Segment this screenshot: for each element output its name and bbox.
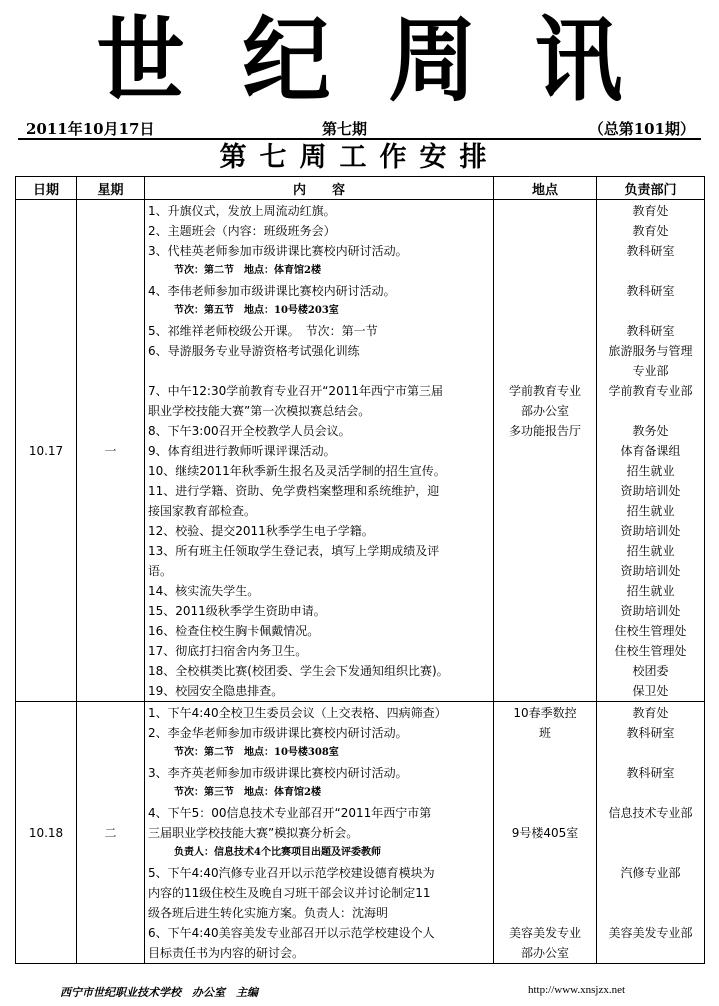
location-line: 班	[538, 726, 551, 740]
content-line: 8、下午3:00召开全校教学人员会议。	[148, 424, 351, 438]
location-line	[494, 743, 596, 763]
location-line	[494, 201, 596, 221]
location-line	[494, 221, 596, 241]
department-line: 教科研室	[626, 726, 675, 740]
department-line: 资助培训处	[620, 524, 681, 538]
issue-number: 第七期	[322, 120, 368, 138]
location-line	[494, 341, 596, 361]
footer-editor: 西宁市世纪职业技术学校 办公室 主编	[60, 986, 258, 999]
content-line: 级各班后进生转化实施方案。负责人：沈海明	[148, 906, 389, 920]
location-line	[494, 241, 596, 261]
location-line	[494, 261, 596, 281]
content-line: 三届职业学校技能大赛”模拟赛分析会。	[148, 826, 359, 840]
department-line: 校团委	[632, 664, 669, 678]
content-line: 12、校验、提交2011秋季学生电子学籍。	[148, 524, 374, 538]
issue-line	[18, 116, 701, 140]
content-line: 16、检查住校生胸卡佩戴情况。	[148, 624, 320, 638]
content-note: 节次：第二节 地点：10号楼308室	[174, 747, 339, 758]
location-line	[494, 361, 596, 381]
day-content	[145, 702, 494, 964]
content-line: 2、李金华老师参加市级讲课比赛校内研讨活动。	[148, 726, 408, 740]
department-line	[597, 903, 704, 923]
content-line: 1、升旗仪式，发放上周流动红旗。	[148, 204, 336, 218]
content-line: 内容的11级住校生及晚自习班干部会议并讨论制定11	[148, 886, 431, 900]
department-line: 体育备课组	[620, 444, 681, 458]
location-line	[494, 783, 596, 803]
header-weekday: 星期	[77, 177, 145, 200]
content-line: 语。	[148, 564, 173, 578]
department-line	[597, 261, 704, 281]
department-line: 教务处	[632, 424, 669, 438]
day-date: 10.18	[16, 702, 77, 964]
issue-date: 2011年10月17日	[26, 120, 155, 138]
content-line: 6、导游服务专业导游资格考试强化训练	[148, 344, 360, 358]
header-content: 内 容	[145, 177, 494, 200]
content-line: 3、李齐英老师参加市级讲课比赛校内研讨活动。	[148, 766, 408, 780]
content-note: 节次：第三节 地点：体育馆2楼	[174, 787, 321, 798]
content-line	[148, 361, 491, 381]
department-line	[597, 823, 704, 843]
content-line: 3、代桂英老师参加市级讲课比赛校内研讨活动。	[148, 244, 408, 258]
location-line	[494, 863, 596, 883]
content-line: 14、核实流失学生。	[148, 584, 260, 598]
department-line: 资助培训处	[620, 484, 681, 498]
content-line: 5、下午4:40汽修专业召开以示范学校建设德育模块为	[148, 866, 435, 880]
content-line: 5、祁维祥老师校级公开课。 节次：第一节	[148, 324, 378, 338]
content-line: 17、彻底打扫宿舍内务卫生。	[148, 644, 308, 658]
schedule-day-row	[16, 200, 705, 702]
content-note: 负责人：信息技术4个比赛项目出题及评委教师	[174, 847, 381, 858]
location-line: 美容美发专业	[508, 926, 581, 940]
location-line	[494, 883, 596, 903]
department-line: 教育处	[632, 224, 669, 238]
department-line: 美容美发专业部	[608, 926, 693, 940]
content-note: 节次：第五节 地点：10号楼203室	[174, 305, 339, 316]
department-line	[597, 843, 704, 863]
department-line: 旅游服务与管理	[608, 344, 693, 358]
location-line	[494, 281, 596, 301]
location-line	[494, 301, 596, 321]
location-line: 10春季数控	[513, 706, 577, 720]
department-line: 资助培训处	[620, 564, 681, 578]
department-line: 信息技术专业部	[608, 806, 693, 820]
day-location	[494, 702, 597, 964]
content-line: 1、下午4:40全校卫生委员会议（上交表格、四病筛查）	[148, 706, 447, 720]
content-line: 18、全校棋类比赛(校团委、学生会下发通知组织比赛)。	[148, 664, 449, 678]
issue-total: （总第101期）	[588, 120, 695, 138]
content-note: 节次：第二节 地点：体育馆2楼	[174, 265, 321, 276]
department-line: 住校生管理处	[614, 644, 687, 658]
week-title: 第七周工作安排	[219, 142, 500, 173]
department-line: 资助培训处	[620, 604, 681, 618]
location-line: 部办公室	[520, 946, 569, 960]
location-line: 部办公室	[520, 404, 569, 418]
department-line	[597, 401, 704, 421]
location-line: 9号楼405室	[511, 826, 579, 840]
header-location: 地点	[494, 177, 597, 200]
department-line	[597, 883, 704, 903]
department-line: 专业部	[632, 364, 669, 378]
department-line	[597, 743, 704, 763]
department-line: 汽修专业部	[620, 866, 681, 880]
day-weekday: 一	[77, 200, 145, 702]
department-line: 招生就业	[626, 464, 675, 478]
content-line: 接国家教育部检查。	[148, 504, 257, 518]
department-line: 教科研室	[626, 766, 675, 780]
content-line: 19、校园安全隐患排查。	[148, 684, 284, 698]
department-line: 招生就业	[626, 544, 675, 558]
location-line	[494, 843, 596, 863]
department-line: 教育处	[632, 204, 669, 218]
day-location	[494, 200, 597, 702]
location-line	[494, 903, 596, 923]
content-line: 13、所有班主任领取学生登记表，填写上学期成绩及评	[148, 544, 440, 558]
schedule-table	[15, 176, 705, 964]
content-line: 4、下午5：00信息技术专业部召开“2011年西宁市第	[148, 806, 432, 820]
location-line: 多功能报告厅	[508, 424, 581, 438]
location-line	[494, 803, 596, 823]
content-line: 9、体育组进行教师听课评课活动。	[148, 444, 336, 458]
department-line: 保卫处	[632, 684, 669, 698]
content-line: 10、继续2011年秋季新生报名及灵活学制的招生宣传。	[148, 464, 446, 478]
content-line: 7、中午12:30学前教育专业召开“2011年西宁市第三届	[148, 384, 443, 398]
day-weekday: 二	[77, 702, 145, 964]
content-line: 2、主题班会（内容：班级班务会）	[148, 224, 336, 238]
department-line	[597, 783, 704, 803]
day-date: 10.17	[16, 200, 77, 702]
location-line	[494, 763, 596, 783]
content-line: 职业学校技能大赛”第一次模拟赛总结会。	[148, 404, 371, 418]
department-line: 招生就业	[626, 504, 675, 518]
department-line: 教科研室	[626, 324, 675, 338]
content-line: 6、下午4:40美容美发专业部召开以示范学校建设个人	[148, 926, 435, 940]
department-line: 招生就业	[626, 584, 675, 598]
department-line	[597, 943, 704, 963]
schedule-day-row	[16, 702, 705, 964]
header-date: 日期	[16, 177, 77, 200]
masthead	[0, 5, 719, 115]
department-line: 学前教育专业部	[608, 384, 693, 398]
header-department: 负责部门	[597, 177, 705, 200]
content-line: 4、李伟老师参加市级讲课比赛校内研讨活动。	[148, 284, 396, 298]
department-line: 教育处	[632, 706, 669, 720]
footer-url[interactable]: http://www.xnsjzx.net	[528, 984, 626, 996]
day-content	[145, 200, 494, 702]
table-header-row	[16, 177, 705, 200]
day-department	[597, 200, 705, 702]
department-line: 教科研室	[626, 284, 675, 298]
day-department	[597, 702, 705, 964]
location-line: 学前教育专业	[508, 384, 581, 398]
department-line: 住校生管理处	[614, 624, 687, 638]
content-line: 15、2011级秋季学生资助申请。	[148, 604, 326, 618]
department-line	[597, 301, 704, 321]
masthead-title: 世纪周讯	[96, 5, 681, 115]
department-line: 教科研室	[626, 244, 675, 258]
location-line	[494, 321, 596, 341]
content-line: 11、进行学籍、资助、免学费档案整理和系统维护，迎	[148, 484, 440, 498]
content-line: 目标责任书为内容的研讨会。	[148, 946, 305, 960]
